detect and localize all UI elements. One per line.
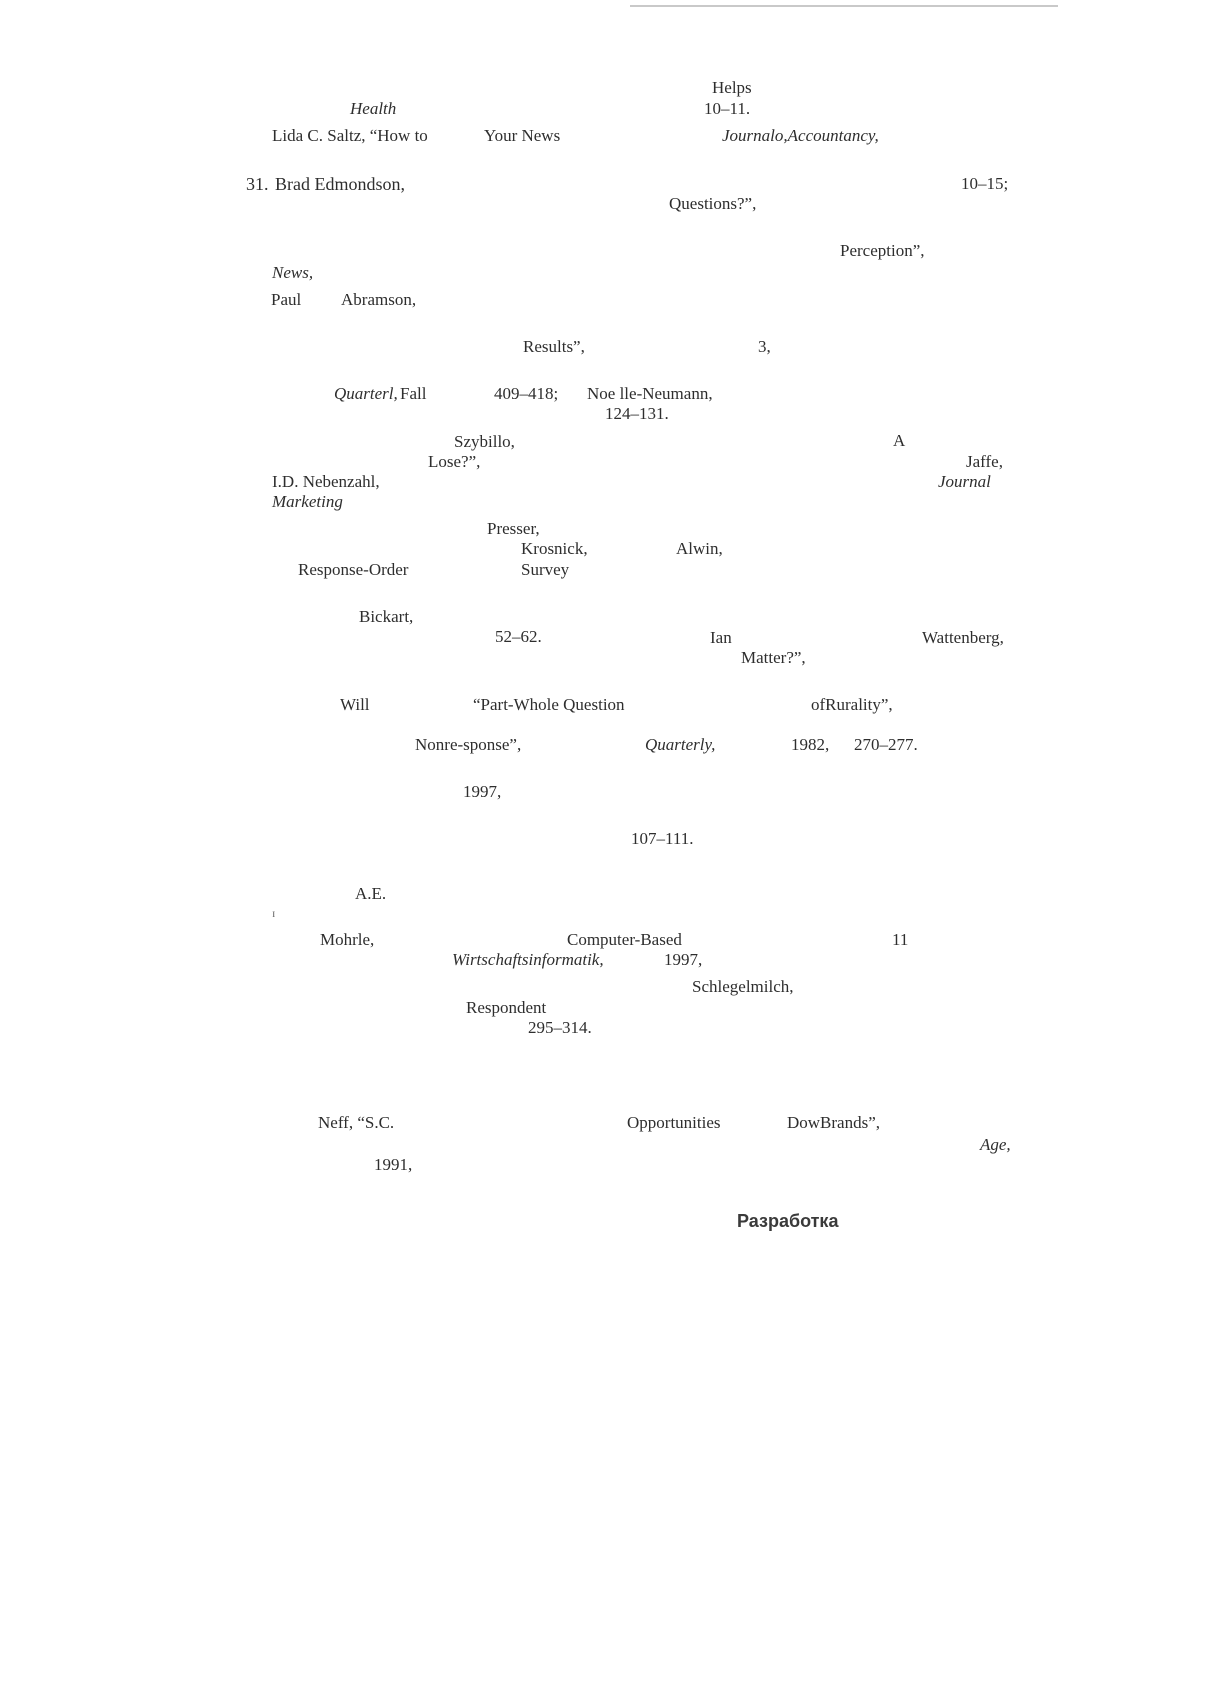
ref-text: Journalo,Accountancy, <box>722 126 879 145</box>
ref-text: A.E. <box>355 884 387 903</box>
ref-text: Questions?”, <box>669 194 757 213</box>
ref-text: 1997, <box>463 782 502 801</box>
ref-text: Lose?”, <box>428 452 481 471</box>
ref-text: Nonre-sponse”, <box>415 735 522 754</box>
ref-text: Bickart, <box>359 607 414 626</box>
ref-text: Ian <box>710 628 732 647</box>
ref-text: Helps <box>712 78 752 97</box>
ref-text: Wattenberg, <box>922 628 1004 647</box>
ref-text: Paul <box>271 290 302 309</box>
ref-text: Schlegelmilch, <box>692 977 794 996</box>
ref-text: 270–277. <box>854 735 918 754</box>
ref-text: Wirtschaftsinformatik, <box>452 950 604 969</box>
ref-text: Perception”, <box>840 241 925 260</box>
ref-text: Jaffe, <box>966 452 1003 471</box>
ref-text: Respondent <box>466 998 547 1017</box>
ref-text: Marketing <box>272 492 343 511</box>
ref-text: I.D. Nebenzahl, <box>272 472 380 491</box>
ref-text: Brad Edmondson, <box>275 174 405 194</box>
ref-text: Abramson, <box>341 290 417 309</box>
ref-text: 11 <box>892 930 909 949</box>
ref-text: Alwin, <box>676 539 723 558</box>
ref-text: “Part-Whole Question <box>473 695 625 714</box>
ref-text: 1997, <box>664 950 703 969</box>
ref-text: ofRurality”, <box>811 695 893 714</box>
ref-text: 52–62. <box>495 627 542 646</box>
ref-text: Survey <box>521 560 570 579</box>
ref-text: Neff, “S.C. <box>318 1113 395 1132</box>
ref-text: 3, <box>758 337 771 356</box>
ref-text: Matter?”, <box>741 648 806 667</box>
ref-text: Results”, <box>523 337 585 356</box>
ref-text: Lida C. Saltz, “How to <box>272 126 428 145</box>
ref-text: Opportunities <box>627 1113 721 1132</box>
ref-text: 107–111. <box>631 829 694 848</box>
ref-text: Presser, <box>487 519 540 538</box>
ref-text: Age, <box>980 1135 1011 1154</box>
header-rule <box>630 5 1058 7</box>
ref-text: Fall <box>400 384 427 403</box>
ref-text: Krosnick, <box>521 539 588 558</box>
ref-text: News, <box>272 263 314 282</box>
ref-text: DowBrands”, <box>787 1113 881 1132</box>
ref-text: 1991, <box>374 1155 413 1174</box>
ref-text: 10–11. <box>704 99 751 118</box>
ref-text: 409–418; <box>494 384 559 403</box>
ref-text: A <box>893 431 906 450</box>
ref-text: Your News <box>484 126 561 145</box>
ref-text: Szybillo, <box>454 432 515 451</box>
ref-text: Will <box>340 695 370 714</box>
ref-number: 31. <box>246 174 269 194</box>
scan-speck: ɪ <box>272 906 276 920</box>
ref-text: Response-Order <box>298 560 409 579</box>
ref-text: Mohrle, <box>320 930 375 949</box>
ref-text: Computer-Based <box>567 930 682 949</box>
ref-text: Quarterly, <box>645 735 716 754</box>
page-footer-title: Разработка <box>737 1211 839 1231</box>
ref-text: Journal <box>938 472 991 491</box>
ref-text: 10–15; <box>961 174 1009 193</box>
ref-text: Health <box>350 99 397 118</box>
ref-text: Quarterl, <box>334 384 398 403</box>
ref-text: Noe lle-Neumann, <box>587 384 713 403</box>
ref-text: 295–314. <box>528 1018 592 1037</box>
ref-text: 1982, <box>791 735 830 754</box>
ref-text: 124–131. <box>605 404 669 423</box>
